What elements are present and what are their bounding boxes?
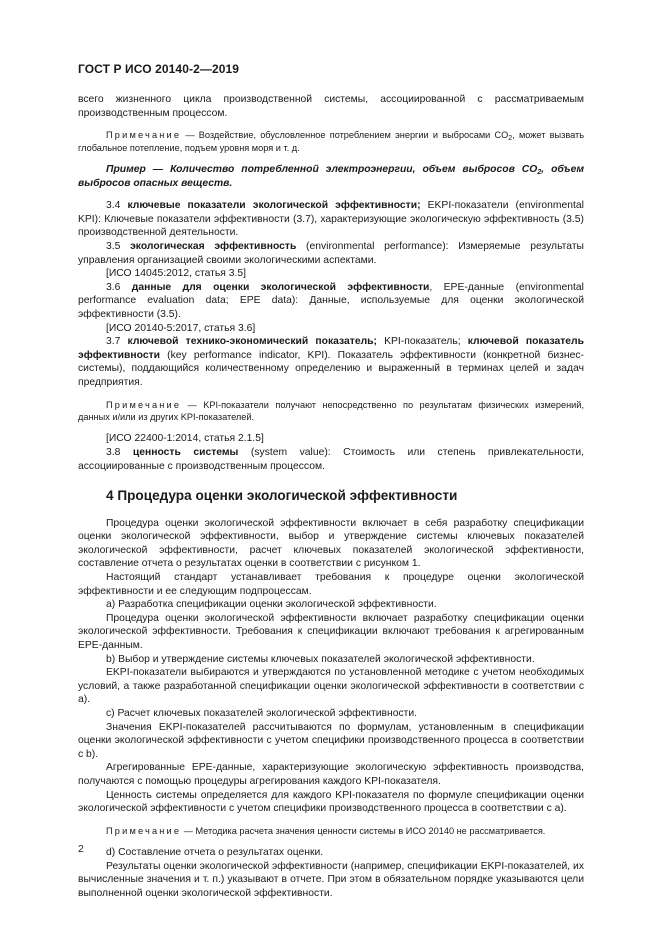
term-name: ключевой технико-экономический показатель; xyxy=(127,336,377,348)
subprocess-a-title: a) Разработка спецификации оценки экологической эффективности. xyxy=(106,599,437,611)
term-name: ключевые показатели экологической эффективности; xyxy=(127,200,421,212)
subprocess-c-title: c) Расчет ключевых показателей экологической эффективности. xyxy=(106,708,418,719)
term-name: ценность системы xyxy=(132,446,239,458)
subprocess-a-text: Процедура оценки экологической эффективности включает разработку спецификации оценки экологической эффективности. Требования к спецификации включают требования к агрегированным EPE-данным. xyxy=(78,612,584,652)
example-paragraph: Пример — Количество потребленной электроэнергии, объем выбросов $CO_2$, объем выбросов опасных веществ. xyxy=(78,164,584,189)
term-3-5-reference: [ИСО 14045:2012, статья 3.5] xyxy=(106,268,247,280)
term-3-6: 3.6 данные для оценки экологической эффективности, EPE-данные (environmental performance evaluation data; EPE data): Данные, используемые для оценки экологической эффективности (3.5). xyxy=(78,281,584,320)
document-header: ГОСТ Р ИСО 20140-2—2019 xyxy=(78,62,240,76)
subprocess-c-text: Значения EKPI-показателей рассчитываются по формулам, установленным в спецификации оценки экологической эффективности с учетом специфики производственного процесса в соответствии с b). xyxy=(78,721,584,760)
paragraph-lifecycle: всего жизненного цикла производственной системы, ассоциированной с рассматриваемым производственным процессом. xyxy=(78,94,584,119)
note-label: Примечание xyxy=(106,825,182,836)
term-name: экологическая эффективность xyxy=(130,240,297,252)
subprocess-d-text: Результаты оценки экологической эффективности (например, спецификации EKPI-показателей, их вычисленные значения и т. п.) указывают в отчете. При этом в обязательном порядке указываются цели выполненной оценки экологической эффективности. xyxy=(78,860,584,899)
term-3-8: 3.8 ценность системы (system value): Стоимость или степень привлекательности, ассоциированные с производственным процессом. xyxy=(78,446,584,472)
subprocess-c-text: Ценность системы определяется для каждого KPI-показателя по формуле спецификации оценки экологической эффективности с учетом специфики производственного процесса в соответствии с а). xyxy=(78,789,584,815)
subprocess-d-title: d) Составление отчета о результатах оценки. xyxy=(106,847,324,859)
note-label: Примечание xyxy=(106,130,182,141)
note-kpi: Примечание — KPI-показатели получают непосредственно по результатам физических измерений, данных и/или из других KPI-показателей. xyxy=(78,399,584,422)
term-3-7-reference: [ИСО 22400-1:2014, статья 2.1.5] xyxy=(106,433,264,445)
term-3-7: 3.7 ключевой технико-экономический показатель; KPI-показатель; ключевой показатель эффективности (key performance indicator, KPI). Показатель эффективности (конкретной бизнес-системы), поддающийся количественному определению и выраженный в терминах целей и задач предприятия. xyxy=(78,336,584,388)
term-3-4: 3.4 ключевые показатели экологической эффективности; EKPI-показатели (environmental KPI): Ключевые показатели эффективности (3.7), характеризующие экологическую эффективность (3.5) производственной деятельности. xyxy=(78,200,584,239)
section-4-paragraph: Настоящий стандарт устанавливает требования к процедуре оценки экологической эффективности и ее следующим подпроцессам. xyxy=(78,572,584,597)
page-number: 2 xyxy=(78,843,84,855)
note-label: Примечание xyxy=(106,399,182,410)
term-name: ключевой показатель эффективности xyxy=(78,336,584,361)
term-3-6-reference: [ИСО 20140-5:2017, статья 3.6] xyxy=(106,322,256,334)
section-4-heading: 4 Процедура оценки экологической эффективности xyxy=(106,488,458,504)
subprocess-b-text: EKPI-показатели выбираются и утверждаются по установленной методике с учетом необходимых условий, а также разработанной спецификации оценки экологической эффективности в соответствии с а). xyxy=(78,667,584,706)
subprocess-b-title: b) Выбор и утверждение системы ключевых показателей экологической эффективности. xyxy=(106,653,535,665)
note-system-value: Примечание — Методика расчета значения ценности системы в ИСО 20140 не рассматривается. xyxy=(106,825,546,836)
section-4-paragraph: Процедура оценки экологической эффективности включает в себя разработку спецификации оценки экологической эффективности, выбор и утверждение системы ключевых показателей экологической эффективности, расчет ключевых показателей экологической эффективности, составление отчета о результатах оценки в соответствии с рисунком 1. xyxy=(78,517,584,570)
term-name: данные для оценки экологической эффективности xyxy=(131,281,430,293)
subprocess-c-text: Агрегированные EPE-данные, характеризующие экологическую эффективность производства, получаются с помощью процедуры агрегирования каждого KPI-показателя. xyxy=(78,762,584,787)
term-3-5: 3.5 экологическая эффективность (environmental performance): Измеряемые результаты управления организацией своими экологическими аспектами. xyxy=(78,240,584,266)
page-content xyxy=(78,93,584,901)
note-co2: Примечание — Воздействие, обусловленное потреблением энергии и выбросами $CO_2$, может вызвать глобальное потепление, подъем уровня моря и т. д. xyxy=(78,130,585,153)
